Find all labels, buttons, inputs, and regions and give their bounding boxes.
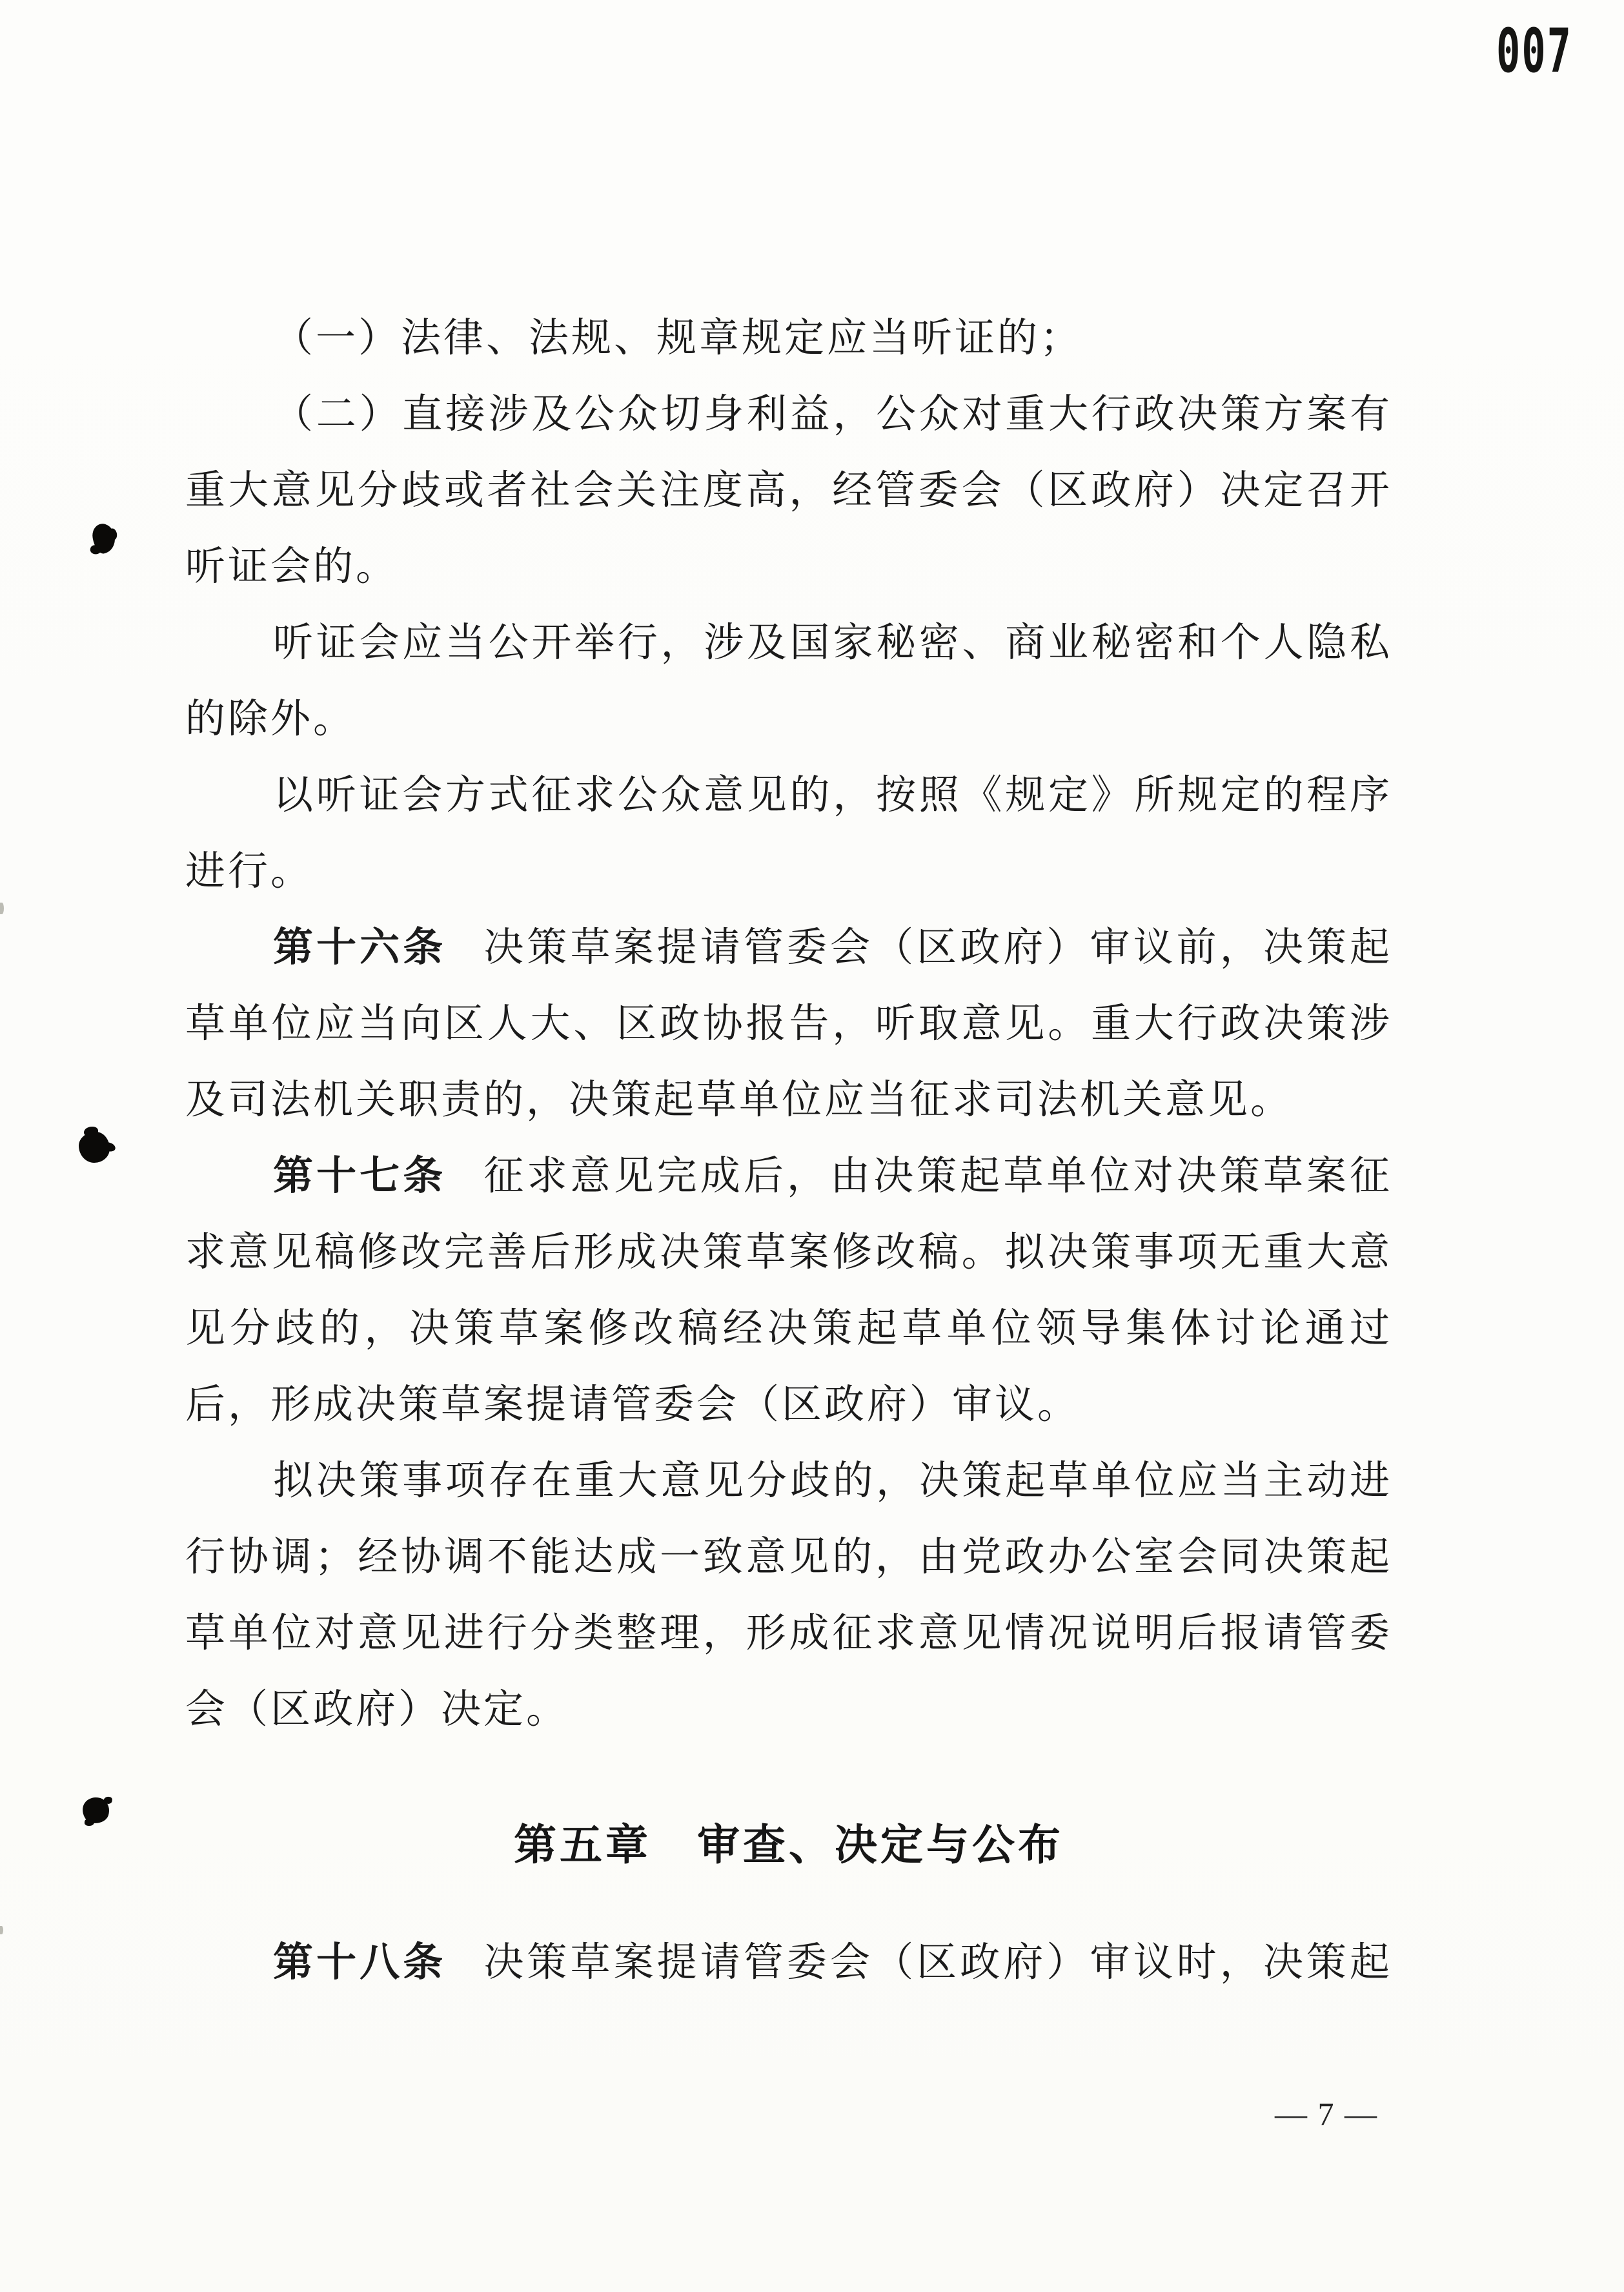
article-number: 第十七条: [273, 1154, 447, 1198]
text-line: [185, 1595, 1392, 1672]
text-line: [185, 300, 1392, 376]
text-line: [185, 1367, 1392, 1443]
article-number: 第十六条: [273, 925, 447, 970]
line-text: 及司法机关职责的，决策起草单位应当征求司法机关意见。: [185, 1078, 1294, 1122]
text-line: [185, 1925, 1392, 2001]
text-line: [185, 1443, 1392, 1519]
text-line: [185, 1214, 1392, 1291]
chapter-heading: 第五章 审查、决定与公布: [514, 1821, 1064, 1868]
line-text: 草单位对意见进行分类整理，形成征求意见情况说明后报请管委: [185, 1612, 1392, 1655]
ink-blot: [90, 522, 117, 555]
line-text: 后，形成决策草案提请管委会（区政府）审议。: [185, 1383, 1081, 1427]
line-text: 听证会的。: [185, 545, 399, 589]
ink-blot: [81, 1796, 110, 1825]
text-line: [185, 529, 1392, 605]
page-stamp-number: 007: [1496, 16, 1572, 87]
text-line: [185, 605, 1392, 681]
line-text: 的除外。: [185, 697, 356, 741]
article-number: 第十八条: [273, 1940, 447, 1985]
line-text: （二）直接涉及公众切身利益，公众对重大行政决策方案有: [273, 393, 1392, 436]
text-line: [185, 453, 1392, 529]
paper-edge-speck: [0, 1926, 3, 1934]
text-line: [185, 757, 1392, 834]
line-text: 草单位应当向区人大、区政协报告，听取意见。重大行政决策涉: [185, 1002, 1392, 1046]
footer-page-number: — 7 —: [1275, 2096, 1378, 2132]
line-text: 求意见稿修改完善后形成决策草案修改稿。拟决策事项无重大意: [185, 1231, 1392, 1274]
text-line: [185, 910, 1392, 986]
text-line: [185, 681, 1392, 757]
ink-blot: [79, 1132, 110, 1163]
line-text: 会（区政府）决定。: [185, 1688, 569, 1732]
line-text: 听证会应当公开举行，涉及国家秘密、商业秘密和个人隐私: [273, 621, 1392, 665]
text-line: [185, 1291, 1392, 1367]
line-text: 拟决策事项存在重大意见分歧的，决策起草单位应当主动进: [273, 1459, 1392, 1503]
text-line: [185, 1672, 1392, 1748]
line-text: 征求意见完成后，由决策起草单位对决策草案征: [483, 1154, 1392, 1198]
line-text: 决策草案提请管委会（区政府）审议前，决策起: [483, 926, 1392, 970]
line-text: 进行。: [185, 850, 314, 894]
line-text: （一）法律、法规、规章规定应当听证的；: [273, 316, 1083, 360]
line-text: 行协调；经协调不能达成一致意见的，由党政办公室会同决策起: [185, 1535, 1392, 1579]
document-body: [185, 300, 1392, 2001]
text-line: [185, 986, 1392, 1062]
text-line: [185, 376, 1392, 453]
line-text: 重大意见分歧或者社会关注度高，经管委会（区政府）决定召开: [185, 469, 1392, 513]
text-line: [185, 1062, 1392, 1138]
line-text: 决策草案提请管委会（区政府）审议时，决策起: [483, 1941, 1392, 1985]
text-line: [185, 834, 1392, 910]
line-text: 以听证会方式征求公众意见的，按照《规定》所规定的程序: [273, 773, 1392, 817]
text-line: [185, 1519, 1392, 1595]
text-line: [185, 1138, 1392, 1214]
line-text: 见分歧的，决策草案修改稿经决策起草单位领导集体讨论通过: [185, 1307, 1392, 1351]
paper-edge-speck: [0, 903, 4, 914]
